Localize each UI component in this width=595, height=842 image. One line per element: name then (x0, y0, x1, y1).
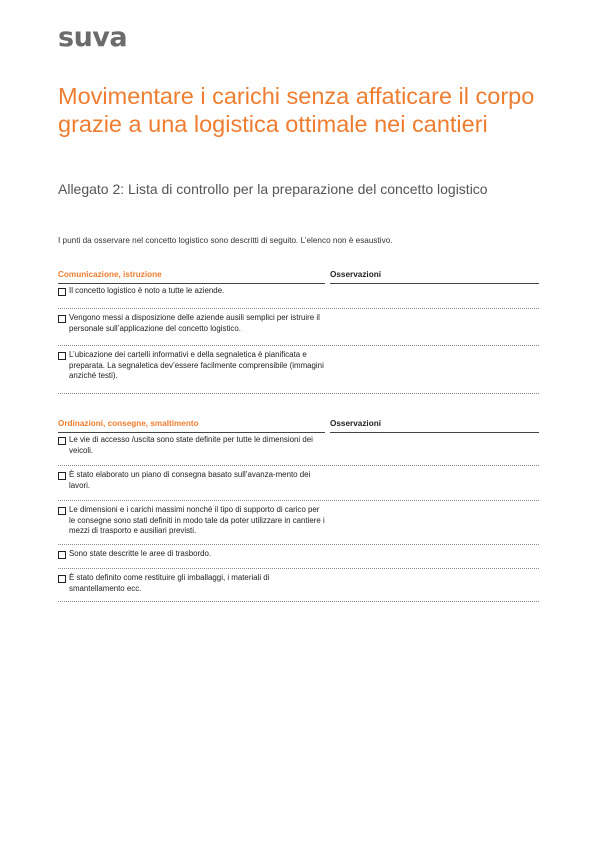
checklist-item (58, 573, 539, 602)
dotted-divider (58, 345, 539, 346)
dotted-divider (58, 601, 539, 602)
checkbox[interactable] (58, 315, 66, 323)
checklist-item-text: Le vie di accesso /uscita sono state definite per tutte le dimensioni dei veicoli. (69, 435, 313, 455)
checklist-item (58, 286, 539, 309)
checklist-item-text: Sono state descritte le aree di trasbordo. (69, 549, 212, 558)
checkbox[interactable] (58, 472, 66, 480)
dotted-divider (58, 568, 539, 569)
section-header (58, 270, 539, 282)
dotted-divider (58, 393, 539, 394)
checklist-item (58, 313, 539, 346)
checklist-item (58, 549, 539, 569)
section-communication (58, 270, 539, 394)
section-orders (58, 419, 539, 602)
page-subtitle: Allegato 2: Lista di controllo per la preparazione del concetto logistico (58, 181, 488, 197)
dotted-divider (58, 308, 539, 309)
checklist-item-text: Vengono messi a disposizione delle aziende ausili semplici per istruire il personale sull’applicazione del concetto logistico. (69, 313, 320, 333)
section-heading: Comunicazione, istruzione (58, 270, 162, 279)
intro-text: I punti da osservare nel concetto logistico sono descritti di seguito. L’elenco non è esaustivo. (58, 236, 393, 245)
suva-logo: suva (58, 22, 128, 53)
checklist-item (58, 435, 539, 466)
checkbox[interactable] (58, 352, 66, 360)
checklist-item-text: L’ubicazione dei cartelli informativi e della segnaletica è pianificata e preparata. La segnaletica dev’essere facilmente comprensibile (immagini anziché testi). (69, 350, 324, 380)
checklist-item-text: Le dimensioni e i carichi massimi nonché il tipo di supporto di carico per le consegne sono stati definiti in modo tale da poter utilizzare in cantiere i mezzi di trasporto e ausiliari previsti. (69, 505, 325, 535)
checkbox[interactable] (58, 575, 66, 583)
section-header (58, 419, 539, 431)
section-heading: Ordinazioni, consegne, smaltimento (58, 419, 199, 428)
checklist-item (58, 470, 539, 501)
dotted-divider (58, 500, 539, 501)
checklist-item-text: È stato definito come restituire gli imballaggi, i materiali di smantellamento ecc. (69, 573, 270, 593)
observations-label: Osservazioni (330, 270, 381, 279)
checklist-item-text: È stato elaborato un piano di consegna basato sull’avanza-mento dei lavori. (69, 470, 311, 490)
checklist-item (58, 350, 539, 394)
checkbox[interactable] (58, 288, 66, 296)
dotted-divider (58, 465, 539, 466)
dotted-divider (58, 544, 539, 545)
observations-label: Osservazioni (330, 419, 381, 428)
page-title: Movimentare i carichi senza affaticare il corpo grazie a una logistica ottimale nei cantieri (58, 83, 535, 137)
checklist-item-text: Il concetto logistico è noto a tutte le aziende. (69, 286, 225, 295)
checkbox[interactable] (58, 437, 66, 445)
checkbox[interactable] (58, 551, 66, 559)
checklist-item (58, 505, 539, 545)
checkbox[interactable] (58, 507, 66, 515)
